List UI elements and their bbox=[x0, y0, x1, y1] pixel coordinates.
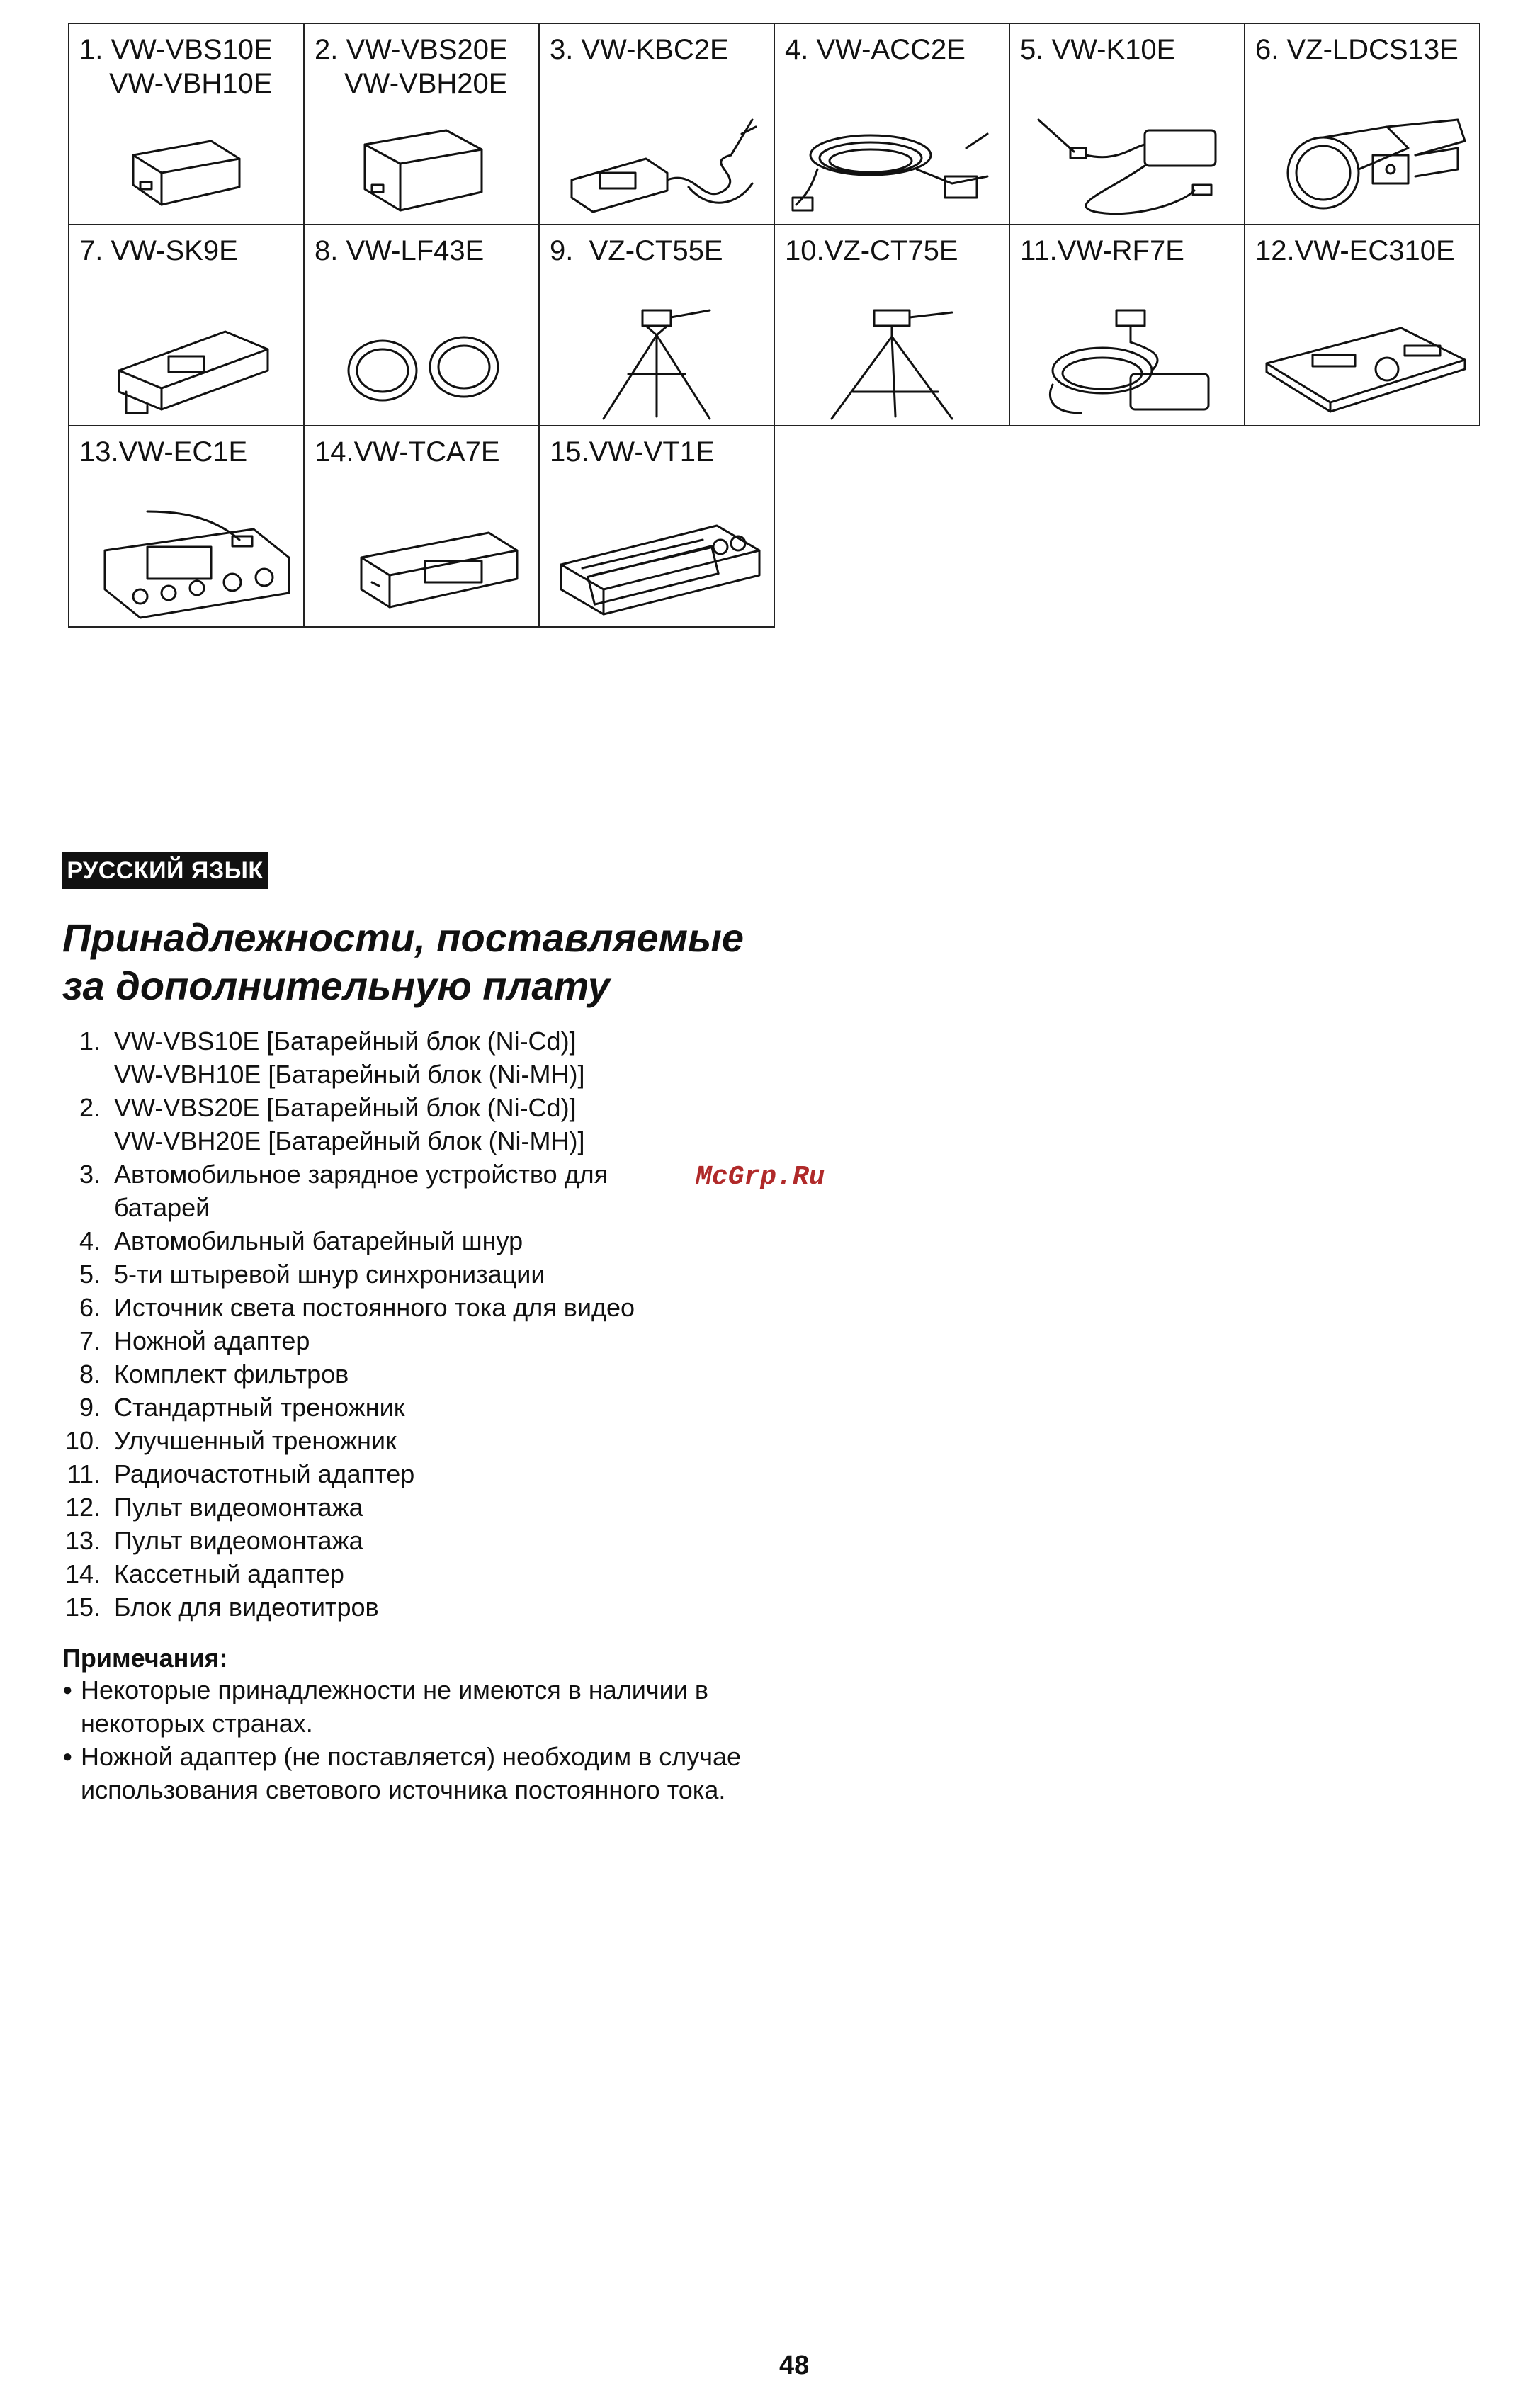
list-item-number: 5. bbox=[79, 1260, 101, 1289]
page-number: 48 bbox=[779, 2351, 810, 2380]
battery-large-icon bbox=[305, 106, 538, 219]
list-item bbox=[62, 1491, 635, 1524]
edit-controller-icon bbox=[1245, 307, 1479, 420]
note-item: ● Ножной адаптер (не поставляется) необходим в случае использования светового источника постоянного тока. bbox=[62, 1740, 764, 1807]
list-item-text: Источник света постоянного тока для видео bbox=[114, 1293, 635, 1322]
accessory-cell bbox=[69, 23, 304, 225]
accessory-model-label bbox=[315, 234, 484, 268]
list-item-text: Ножной адаптер bbox=[114, 1326, 310, 1355]
deluxe-tripod-icon bbox=[775, 307, 1009, 420]
list-item-text: VW-VBH10E [Батарейный блок (Ni-MH)] bbox=[114, 1060, 585, 1089]
model-number: 11.VW-RF7E bbox=[1020, 235, 1184, 266]
model-number: 3. VW-KBC2E bbox=[550, 34, 729, 65]
model-number: 15.VW-VT1E bbox=[550, 436, 715, 468]
list-item-number: 13. bbox=[64, 1526, 101, 1555]
list-item-number: 8. bbox=[79, 1359, 101, 1389]
video-light-icon bbox=[1245, 106, 1479, 219]
model-number: 12.VW-EC310E bbox=[1255, 235, 1455, 266]
page-title-line-2: за дополнительную плату bbox=[62, 963, 611, 1008]
accessory-cell bbox=[774, 23, 1009, 225]
model-number: 10.VZ-CT75E bbox=[785, 235, 958, 266]
model-number: 5. VW-K10E bbox=[1020, 34, 1176, 65]
list-item-number: 3. bbox=[79, 1160, 101, 1189]
accessory-model-label bbox=[315, 33, 508, 101]
list-item-text: VW-VBS20E [Батарейный блок (Ni-Cd)] bbox=[114, 1093, 577, 1122]
list-item bbox=[62, 1191, 635, 1224]
empty-cell bbox=[1009, 426, 1245, 627]
list-item-number: 4. bbox=[79, 1226, 101, 1255]
model-number: 4. VW-ACC2E bbox=[785, 34, 966, 65]
page-title bbox=[62, 914, 744, 1010]
list-item-number: 12. bbox=[64, 1493, 101, 1522]
list-item-text: Улучшенный треножник bbox=[114, 1426, 397, 1455]
list-item-text: Автомобильное зарядное устройство для bbox=[114, 1160, 608, 1189]
list-item-number: 10. bbox=[64, 1426, 101, 1455]
accessory-model-label bbox=[550, 435, 715, 469]
note-item: ● Некоторые принадлежности не имеются в наличии в некоторых странах. bbox=[62, 1673, 764, 1740]
filter-kit-icon bbox=[305, 307, 538, 420]
notes-title: Примечания: bbox=[62, 1644, 228, 1673]
accessory-cell bbox=[304, 426, 539, 627]
model-number: 14.VW-TCA7E bbox=[315, 436, 500, 468]
tripod-icon bbox=[540, 307, 774, 420]
list-item-text: Кассетный адаптер bbox=[114, 1559, 344, 1588]
list-item-text: Автомобильный батарейный шнур bbox=[114, 1226, 523, 1255]
accessory-cell bbox=[539, 23, 774, 225]
accessory-model-label bbox=[785, 33, 966, 67]
model-number: 1. VW-VBS10E bbox=[79, 34, 273, 65]
model-number: 9. VZ-CT55E bbox=[550, 235, 723, 266]
list-item-text: Пульт видеомонтажа bbox=[114, 1493, 363, 1522]
list-item bbox=[62, 1324, 635, 1357]
accessory-cell bbox=[1245, 225, 1480, 426]
accessory-model-label bbox=[1020, 33, 1175, 67]
list-item-number: 11. bbox=[67, 1459, 101, 1488]
battery-small-icon bbox=[69, 106, 303, 219]
list-item-number: 1. bbox=[79, 1027, 101, 1056]
accessory-cell bbox=[774, 225, 1009, 426]
list-item-text: VW-VBS10E [Батарейный блок (Ni-Cd)] bbox=[114, 1027, 577, 1056]
rf-adapter-icon bbox=[1010, 307, 1244, 420]
table-row bbox=[69, 23, 1480, 225]
list-item-number: 9. bbox=[79, 1393, 101, 1422]
accessory-cell bbox=[69, 225, 304, 426]
list-item-text: Радиочастотный адаптер bbox=[114, 1459, 415, 1488]
list-item-text: батарей bbox=[114, 1193, 210, 1222]
watermark[interactable]: McGrp.Ru bbox=[696, 1162, 825, 1192]
accessory-model-label bbox=[550, 234, 723, 268]
model-number: 2. VW-VBS20E bbox=[315, 34, 508, 65]
list-item-number: 15. bbox=[64, 1593, 101, 1622]
list-item-text: Комплект фильтров bbox=[114, 1359, 349, 1389]
accessory-model-label bbox=[79, 234, 238, 268]
video-titler-icon bbox=[540, 508, 774, 621]
accessory-model-label bbox=[1255, 33, 1459, 67]
notes-list bbox=[62, 1673, 764, 1807]
accessory-cell bbox=[304, 23, 539, 225]
accessory-model-label bbox=[1020, 234, 1184, 268]
list-item-text: Стандартный треножник bbox=[114, 1393, 405, 1422]
list-item-text: 5-ти штыревой шнур синхронизации bbox=[114, 1260, 545, 1289]
list-item bbox=[62, 1524, 635, 1557]
list-item bbox=[62, 1158, 635, 1191]
list-item bbox=[62, 1590, 635, 1624]
car-charger-icon bbox=[540, 106, 774, 219]
list-item bbox=[62, 1457, 635, 1491]
language-badge: РУССКИЙ ЯЗЫК bbox=[62, 852, 268, 889]
accessories-table bbox=[68, 23, 1480, 628]
accessory-model-label bbox=[785, 234, 958, 268]
list-item bbox=[62, 1124, 635, 1158]
list-item bbox=[62, 1424, 635, 1457]
accessories-list bbox=[62, 1024, 635, 1624]
cassette-adapter-icon bbox=[305, 508, 538, 621]
list-item bbox=[62, 1091, 635, 1124]
list-item-text: Пульт видеомонтажа bbox=[114, 1526, 363, 1555]
accessory-cell bbox=[1009, 225, 1245, 426]
accessory-cell bbox=[539, 225, 774, 426]
accessory-cell bbox=[1245, 23, 1480, 225]
list-item bbox=[62, 1557, 635, 1590]
shoe-adapter-icon bbox=[69, 307, 303, 420]
list-item bbox=[62, 1257, 635, 1291]
accessory-cell bbox=[69, 426, 304, 627]
model-number: 7. VW-SK9E bbox=[79, 235, 238, 266]
edit-controller-large-icon bbox=[69, 508, 303, 621]
table-row bbox=[69, 225, 1480, 426]
list-item bbox=[62, 1024, 635, 1058]
empty-cell bbox=[1245, 426, 1480, 627]
list-item-number: 2. bbox=[79, 1093, 101, 1122]
accessory-cell bbox=[1009, 23, 1245, 225]
model-number-alt: VW-VBH10E bbox=[109, 68, 273, 99]
model-number: 8. VW-LF43E bbox=[315, 235, 485, 266]
list-item-text: VW-VBH20E [Батарейный блок (Ni-MH)] bbox=[114, 1126, 585, 1155]
list-item bbox=[62, 1224, 635, 1257]
accessory-model-label bbox=[79, 435, 247, 469]
model-number-alt: VW-VBH20E bbox=[344, 68, 508, 99]
list-item bbox=[62, 1291, 635, 1324]
sync-cord-icon bbox=[1010, 106, 1244, 219]
accessory-model-label bbox=[315, 435, 500, 469]
accessory-cell bbox=[539, 426, 774, 627]
model-number: 13.VW-EC1E bbox=[79, 436, 248, 468]
page-title-line-1: Принадлежности, поставляемые bbox=[62, 915, 744, 960]
car-cord-icon bbox=[775, 106, 1009, 219]
accessory-model-label bbox=[79, 33, 273, 101]
list-item bbox=[62, 1058, 635, 1091]
table-row bbox=[69, 426, 1480, 627]
accessory-model-label bbox=[1255, 234, 1455, 268]
list-item bbox=[62, 1391, 635, 1424]
model-number: 6. VZ-LDCS13E bbox=[1255, 34, 1459, 65]
accessory-model-label bbox=[550, 33, 729, 67]
list-item-number: 7. bbox=[79, 1326, 101, 1355]
list-item-number: 6. bbox=[79, 1293, 101, 1322]
list-item-text: Блок для видеотитров bbox=[114, 1593, 379, 1622]
empty-cell bbox=[774, 426, 1009, 627]
accessory-cell bbox=[304, 225, 539, 426]
list-item bbox=[62, 1357, 635, 1391]
list-item-number: 14. bbox=[64, 1559, 101, 1588]
